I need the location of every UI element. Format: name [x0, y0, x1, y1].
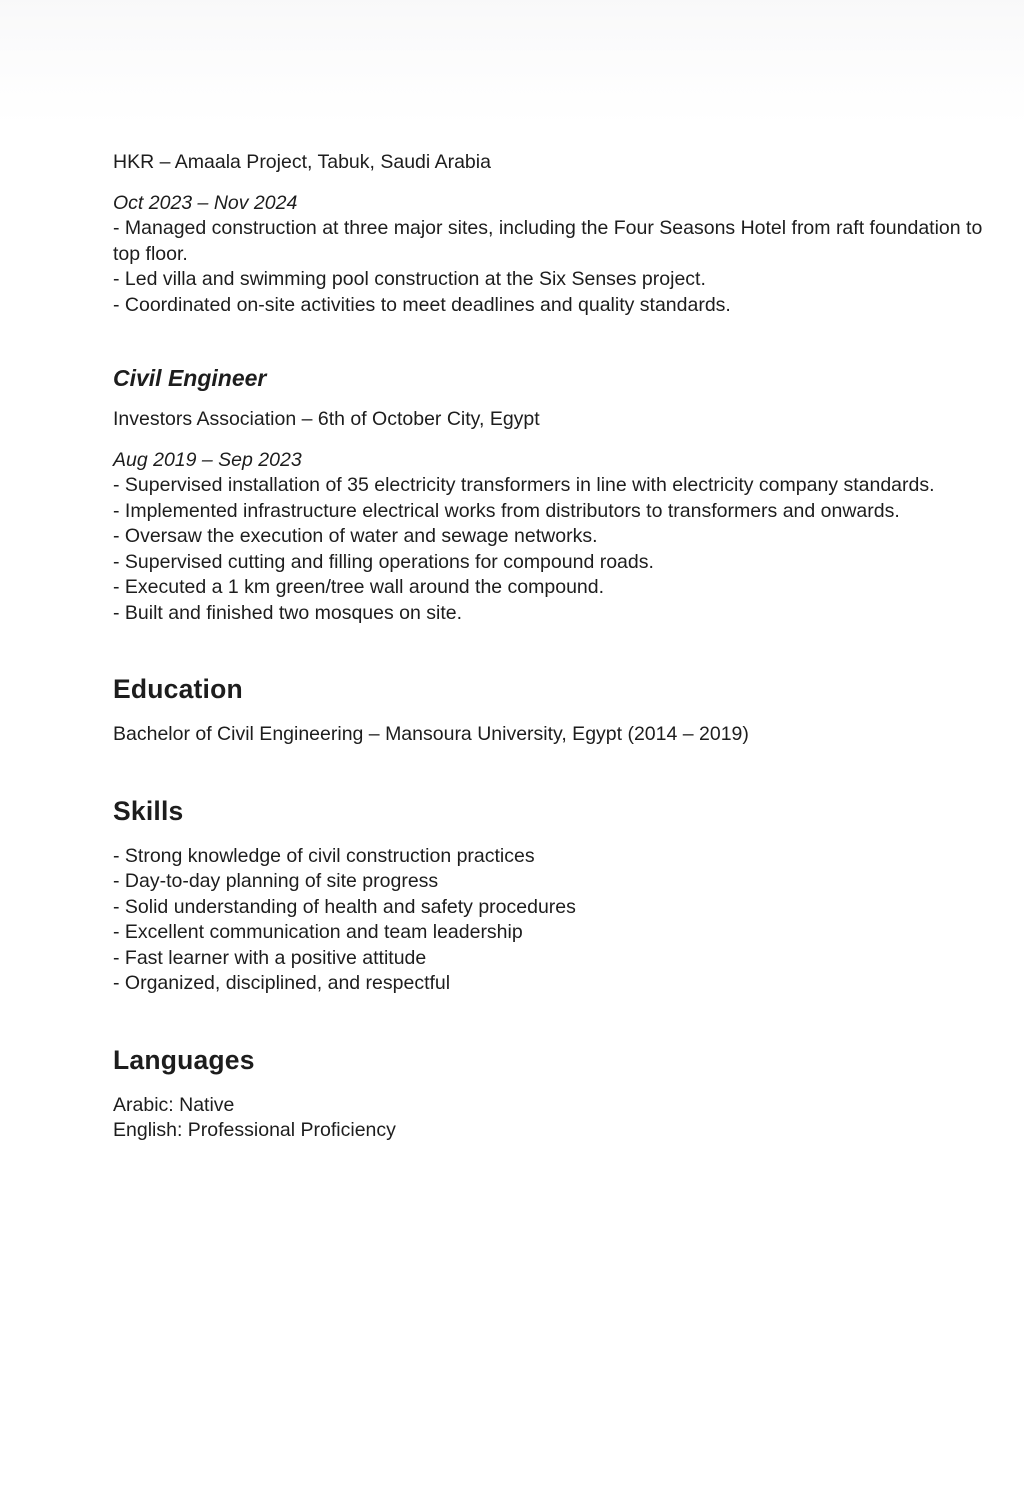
education-heading: Education: [113, 674, 243, 704]
skill-item: - Fast learner with a positive attitude: [113, 946, 427, 969]
education-item: Bachelor of Civil Engineering – Mansoura University, Egypt (2014 – 2019): [113, 723, 749, 745]
experience-entry-hkr: [113, 150, 995, 318]
experience-bullet: - Executed a 1 km green/tree wall around the compound.: [113, 576, 605, 598]
skill-item: - Excellent communication and team leadership: [113, 921, 523, 943]
language-item: English: Professional Proficiency: [113, 1119, 396, 1141]
education-item-list: [113, 722, 995, 748]
skill-item: - Organized, disciplined, and respectful: [113, 972, 451, 994]
languages-list: [113, 1093, 995, 1144]
company-location-line: HKR – Amaala Project, Tabuk, Saudi Arabia: [113, 151, 491, 173]
company-location-line: Investors Association – 6th of October City, Egypt: [113, 408, 540, 430]
experience-entry-civil-engineer: [113, 364, 995, 626]
languages-section: [113, 1044, 995, 1144]
date-range: Aug 2019 – Sep 2023: [113, 448, 302, 471]
resume-text-column: [113, 150, 995, 1144]
experience-bullet-list: [113, 216, 995, 318]
languages-heading: Languages: [113, 1044, 255, 1075]
experience-bullet-list: [113, 473, 995, 626]
experience-bullet: - Coordinated on-site activities to meet deadlines and quality standards.: [113, 293, 731, 316]
skill-item: - Day-to-day planning of site progress: [113, 870, 439, 892]
experience-bullet: - Implemented infrastructure electrical works from distributors to transformers and onwards.: [113, 499, 900, 522]
skills-heading: Skills: [113, 795, 184, 826]
experience-bullet: - Supervised cutting and filling operations for compound roads.: [113, 550, 654, 573]
language-item: Arabic: Native: [113, 1093, 235, 1116]
job-title: Civil Engineer: [113, 365, 267, 391]
education-section: [113, 673, 995, 748]
experience-bullet: - Oversaw the execution of water and sewage networks.: [113, 525, 598, 547]
experience-bullet: - Supervised installation of 35 electricity transformers in line with electricity company standards.: [113, 474, 935, 496]
date-range: Oct 2023 – Nov 2024: [113, 191, 298, 214]
experience-bullet: - Managed construction at three major sites, including the Four Seasons Hotel from raft foundation to top floor.: [113, 217, 983, 265]
skills-section: [113, 795, 995, 997]
experience-bullet: - Built and finished two mosques on site.: [113, 601, 463, 624]
skill-item: - Solid understanding of health and safety procedures: [113, 895, 576, 918]
skills-list: [113, 844, 995, 997]
experience-bullet: - Led villa and swimming pool construction at the Six Senses project.: [113, 268, 706, 290]
skill-item: - Strong knowledge of civil construction practices: [113, 844, 535, 867]
